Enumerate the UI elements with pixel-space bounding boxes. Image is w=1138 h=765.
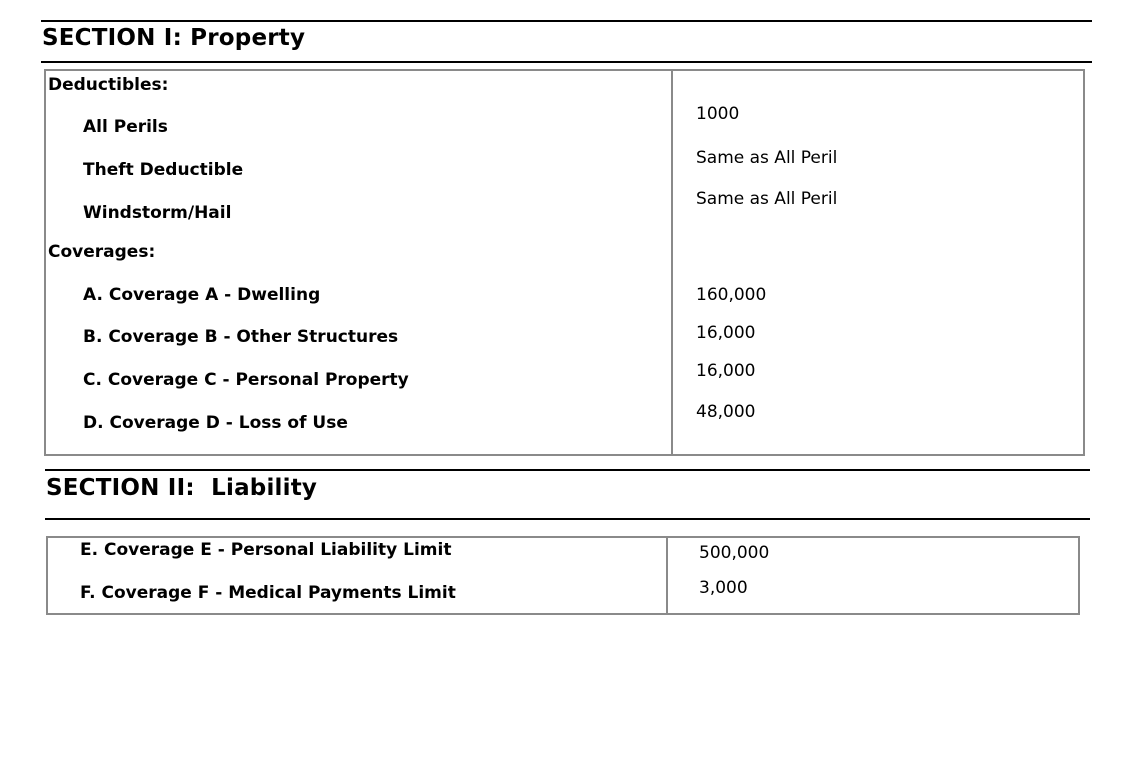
coverage-b-value: 16,000	[696, 323, 756, 343]
deductible-theft-value: Same as All Peril	[696, 148, 838, 168]
coverage-a-value: 160,000	[696, 285, 767, 305]
deductible-all-perils-value: 1000	[696, 104, 740, 124]
deductible-windstorm-label: Windstorm/Hail	[83, 203, 232, 223]
deductible-windstorm-value: Same as All Peril	[696, 189, 838, 209]
section2-top-rule	[45, 469, 1090, 471]
coverage-c-label: C. Coverage C - Personal Property	[83, 370, 409, 390]
deductible-theft-label: Theft Deductible	[83, 160, 244, 180]
deductible-all-perils-label: All Perils	[83, 117, 168, 137]
coverages-heading: Coverages:	[48, 242, 156, 262]
coverage-a-label: A. Coverage A - Dwelling	[83, 285, 321, 305]
section1-top-rule	[41, 20, 1092, 22]
coverage-c-value: 16,000	[696, 361, 756, 381]
deductibles-heading: Deductibles:	[48, 75, 169, 95]
section1-column-divider	[671, 71, 673, 454]
coverage-d-value: 48,000	[696, 402, 756, 422]
coverage-e-value: 500,000	[699, 543, 770, 563]
section1-title: SECTION I: Property	[42, 25, 306, 51]
section2-title: SECTION II: Liability	[46, 475, 318, 501]
coverage-f-value: 3,000	[699, 578, 748, 598]
section2-bottom-rule	[45, 518, 1090, 520]
coverage-d-label: D. Coverage D - Loss of Use	[83, 413, 348, 433]
coverage-b-label: B. Coverage B - Other Structures	[83, 327, 399, 347]
section1-table	[44, 69, 1085, 456]
coverage-f-label: F. Coverage F - Medical Payments Limit	[80, 583, 456, 603]
section1-bottom-rule	[41, 61, 1092, 63]
coverage-e-label: E. Coverage E - Personal Liability Limit	[80, 540, 452, 560]
section2-column-divider	[666, 538, 668, 613]
